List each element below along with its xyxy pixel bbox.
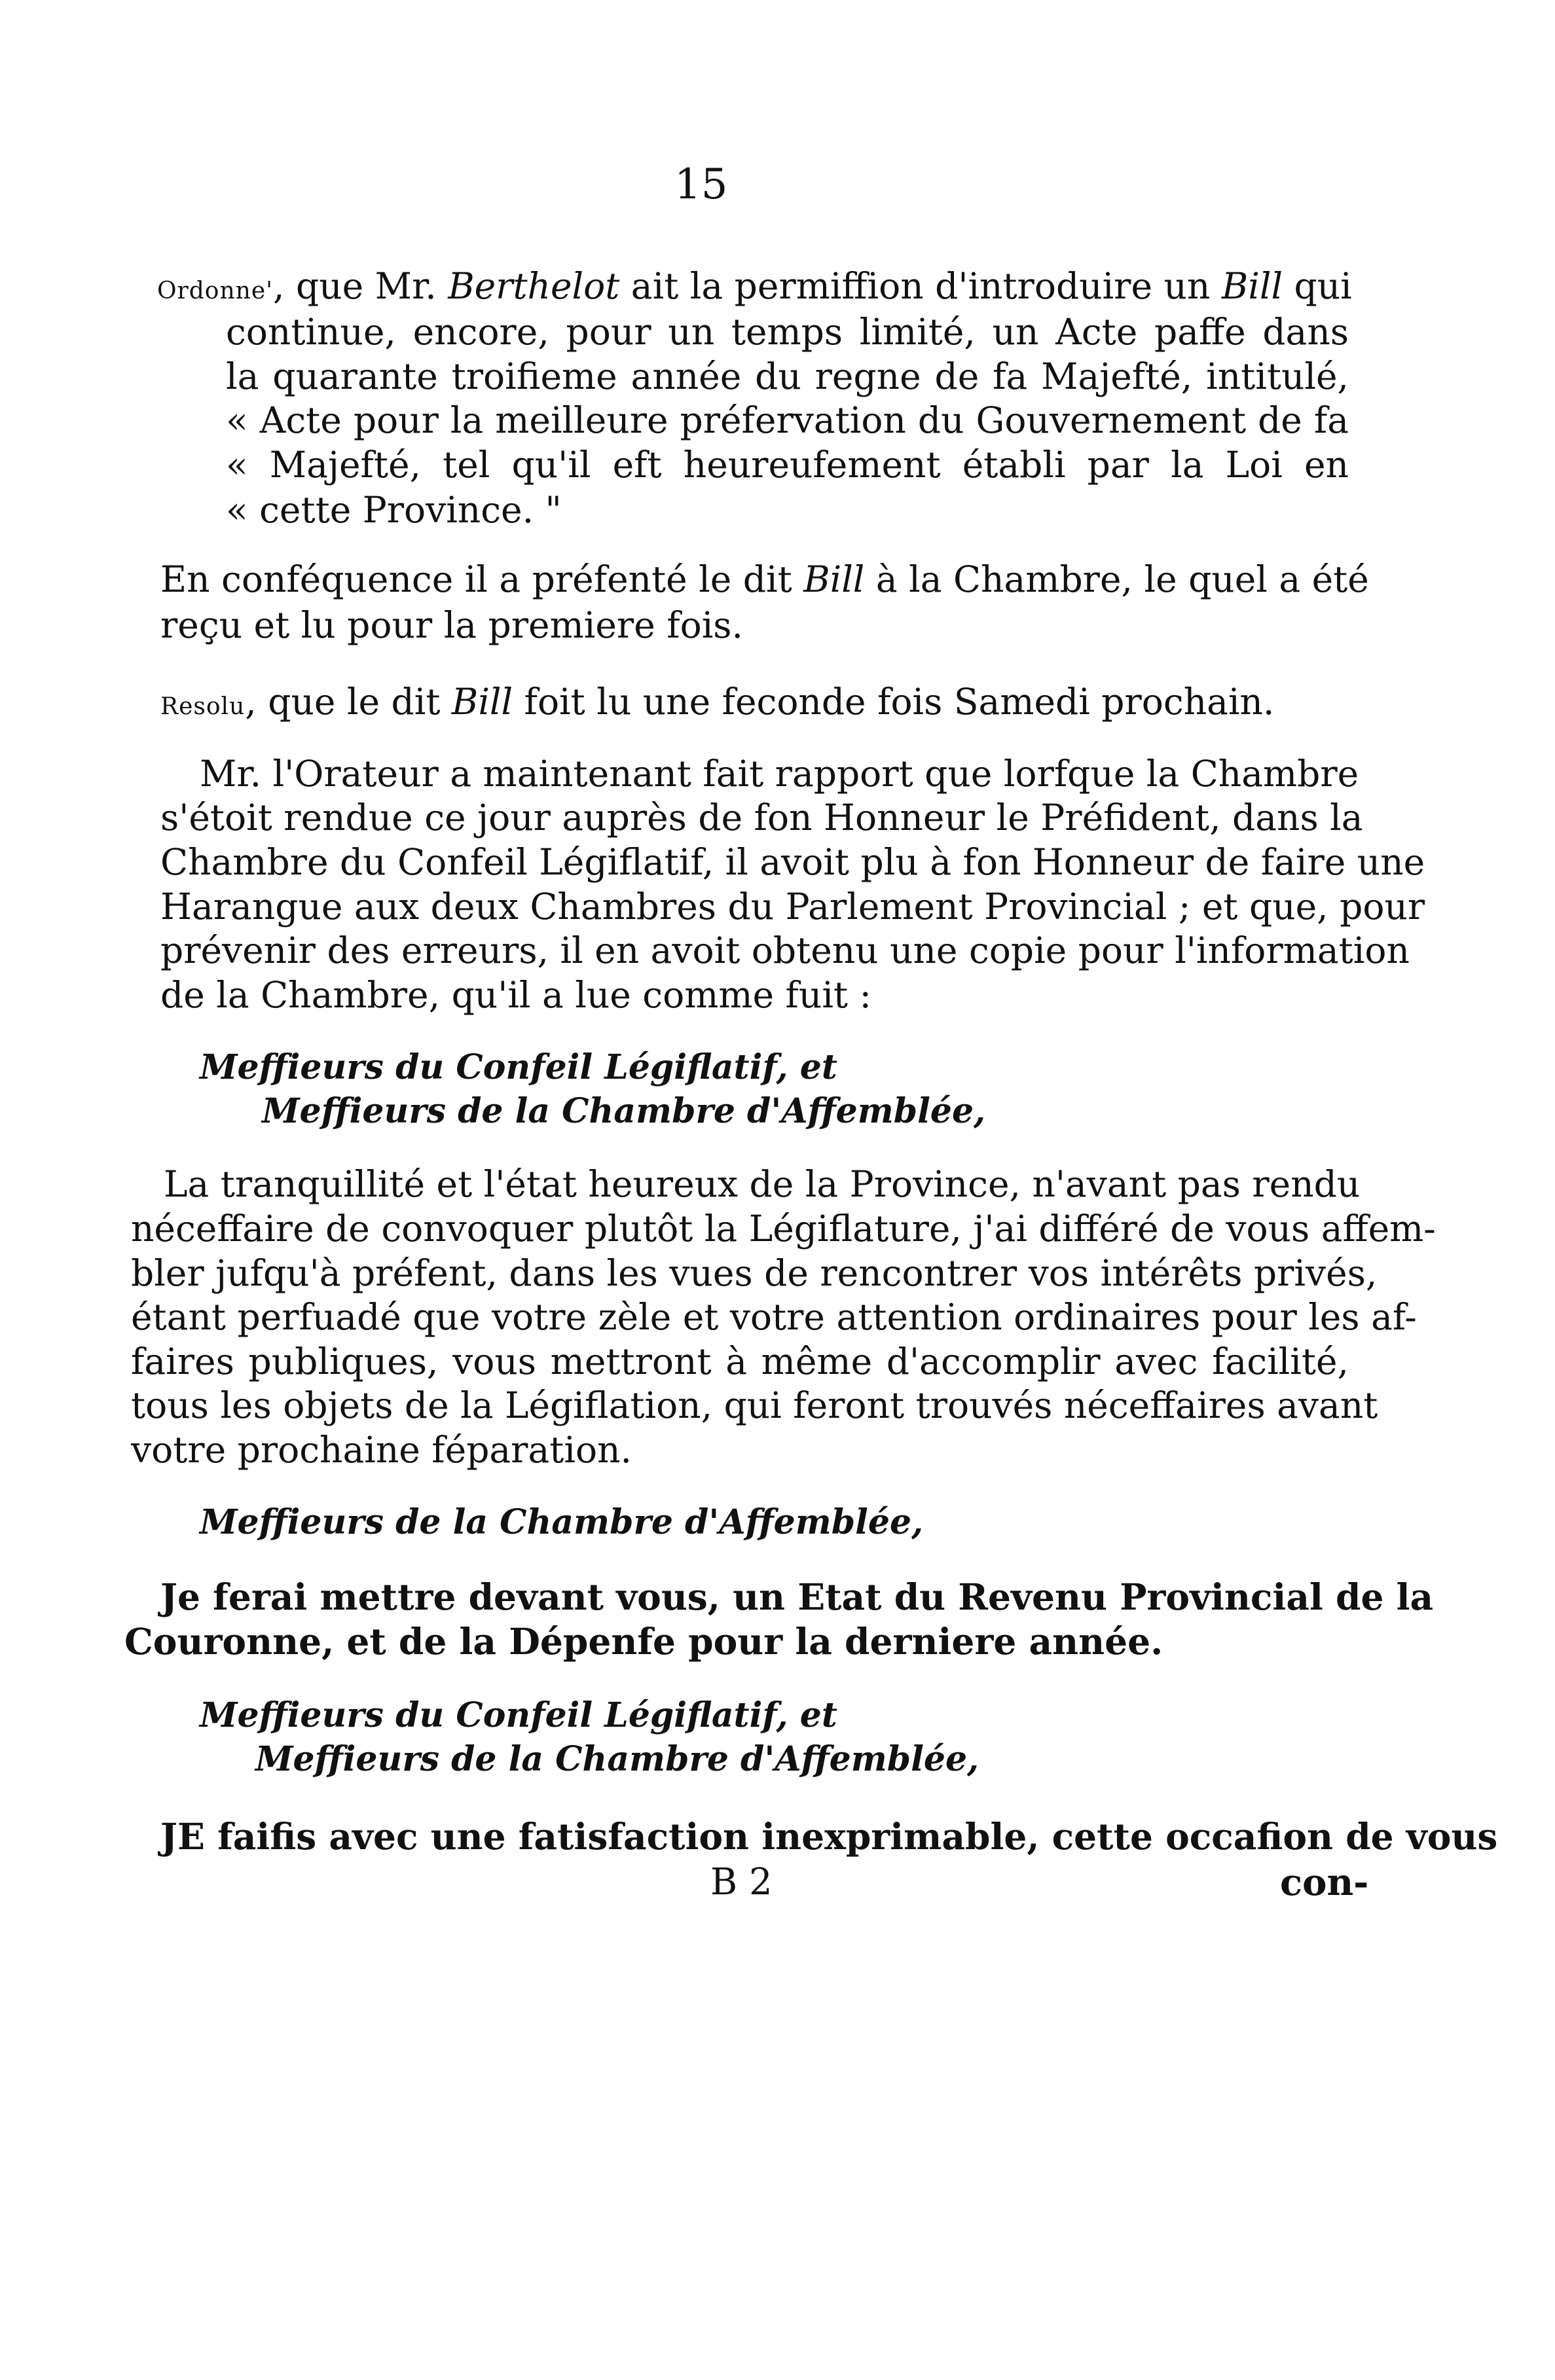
para4-line-1: Mr. l'Orateur a maintenant fait rapport que lorfque la Chambre [200, 753, 1359, 795]
para6-line-2: Couronne, et de la Dépenfe pour la derniere année. [124, 1620, 1163, 1663]
para2-line-2: reçu et lu pour la premiere fois. [160, 604, 743, 646]
para5-line-6: tous les objets de la Légiflation, qui feront trouvés néceffaires avant [131, 1384, 1378, 1426]
catchword: con- [1280, 1861, 1369, 1904]
para7-line-1: JE faifis avec une fatisfaction inexprimable, cette occafion de vous [160, 1815, 1498, 1858]
para3-line: Resolu, que le dit Bill foit lu une feconde fois Samedi prochain. [160, 681, 1275, 723]
berthelot-name: Berthelot [448, 265, 620, 307]
address-heading-line-1: Meffieurs du Confeil Légiflatif, et [200, 1695, 837, 1735]
bill-word: Bill [803, 558, 865, 600]
page-number: 15 [674, 160, 728, 209]
para1-line-3: la quarante troifieme année du regne de fa Majefté, intitulé, [226, 355, 1349, 397]
para1-line-6: « cette Province. " [226, 489, 562, 531]
para1-line-1: Ordonne', que Mr. Berthelot ait la permiffion d'introduire un Bill qui [157, 265, 1352, 307]
bill-word: Bill [451, 681, 513, 723]
para5-line-2: néceffaire de convoquer plutôt la Légiflature, j'ai différé de vous affem- [131, 1208, 1436, 1250]
para4-line-2: s'étoit rendue ce jour auprès de fon Honneur le Préfident, dans la [160, 797, 1363, 838]
para5-line-4: étant perfuadé que votre zèle et votre attention ordinaires pour les af- [131, 1296, 1417, 1338]
para2-line-1: En conféquence il a préfenté le dit Bill à la Chambre, le quel a été [160, 558, 1369, 600]
para4-line-3: Chambre du Confeil Légiflatif, il avoit plu à fon Honneur de faire une [160, 841, 1425, 883]
resolu-lead-word: Resolu [160, 693, 246, 720]
para1-line-2: continue, encore, pour un temps limité, un Acte paffe dans [226, 311, 1349, 353]
para4-line-4: Harangue aux deux Chambres du Parlement Provincial ; et que, pour [160, 886, 1425, 928]
address-heading-line-2: Meffieurs de la Chambre d'Affemblée, [255, 1739, 979, 1779]
para5-line-1: La tranquillité et l'état heureux de la Province, n'avant pas rendu [164, 1163, 1361, 1205]
para5-line-3: bler jufqu'à préfent, dans les vues de rencontrer vos intérêts privés, [131, 1252, 1378, 1294]
signature-mark: B 2 [710, 1861, 773, 1903]
address-heading-line-2: Meffieurs de la Chambre d'Affemblée, [262, 1091, 986, 1131]
address-heading-chambre: Meffieurs de la Chambre d'Affemblée, [200, 1502, 924, 1542]
para1-line-5: « Majefté, tel qu'il eft heureufement établi par la Loi en [226, 444, 1349, 486]
ordonne-lead-word: Ordonne' [157, 278, 274, 304]
para4-line-6: de la Chambre, qu'il a lue comme fuit : [160, 974, 872, 1016]
para5-line-5: faires publiques, vous mettront à même d'accomplir avec facilité, [131, 1341, 1349, 1382]
address-heading-line-1: Meffieurs du Confeil Légiflatif, et [200, 1047, 837, 1087]
para6-line-1: Je ferai mettre devant vous, un Etat du Revenu Provincial de la [160, 1576, 1434, 1618]
bill-word: Bill [1221, 265, 1283, 307]
para4-line-5: prévenir des erreurs, il en avoit obtenu une copie pour l'information [160, 929, 1410, 971]
para1-line-4: « Acte pour la meilleure préfervation du Gouvernement de fa [226, 399, 1349, 441]
para5-line-7: votre prochaine féparation. [131, 1429, 632, 1471]
